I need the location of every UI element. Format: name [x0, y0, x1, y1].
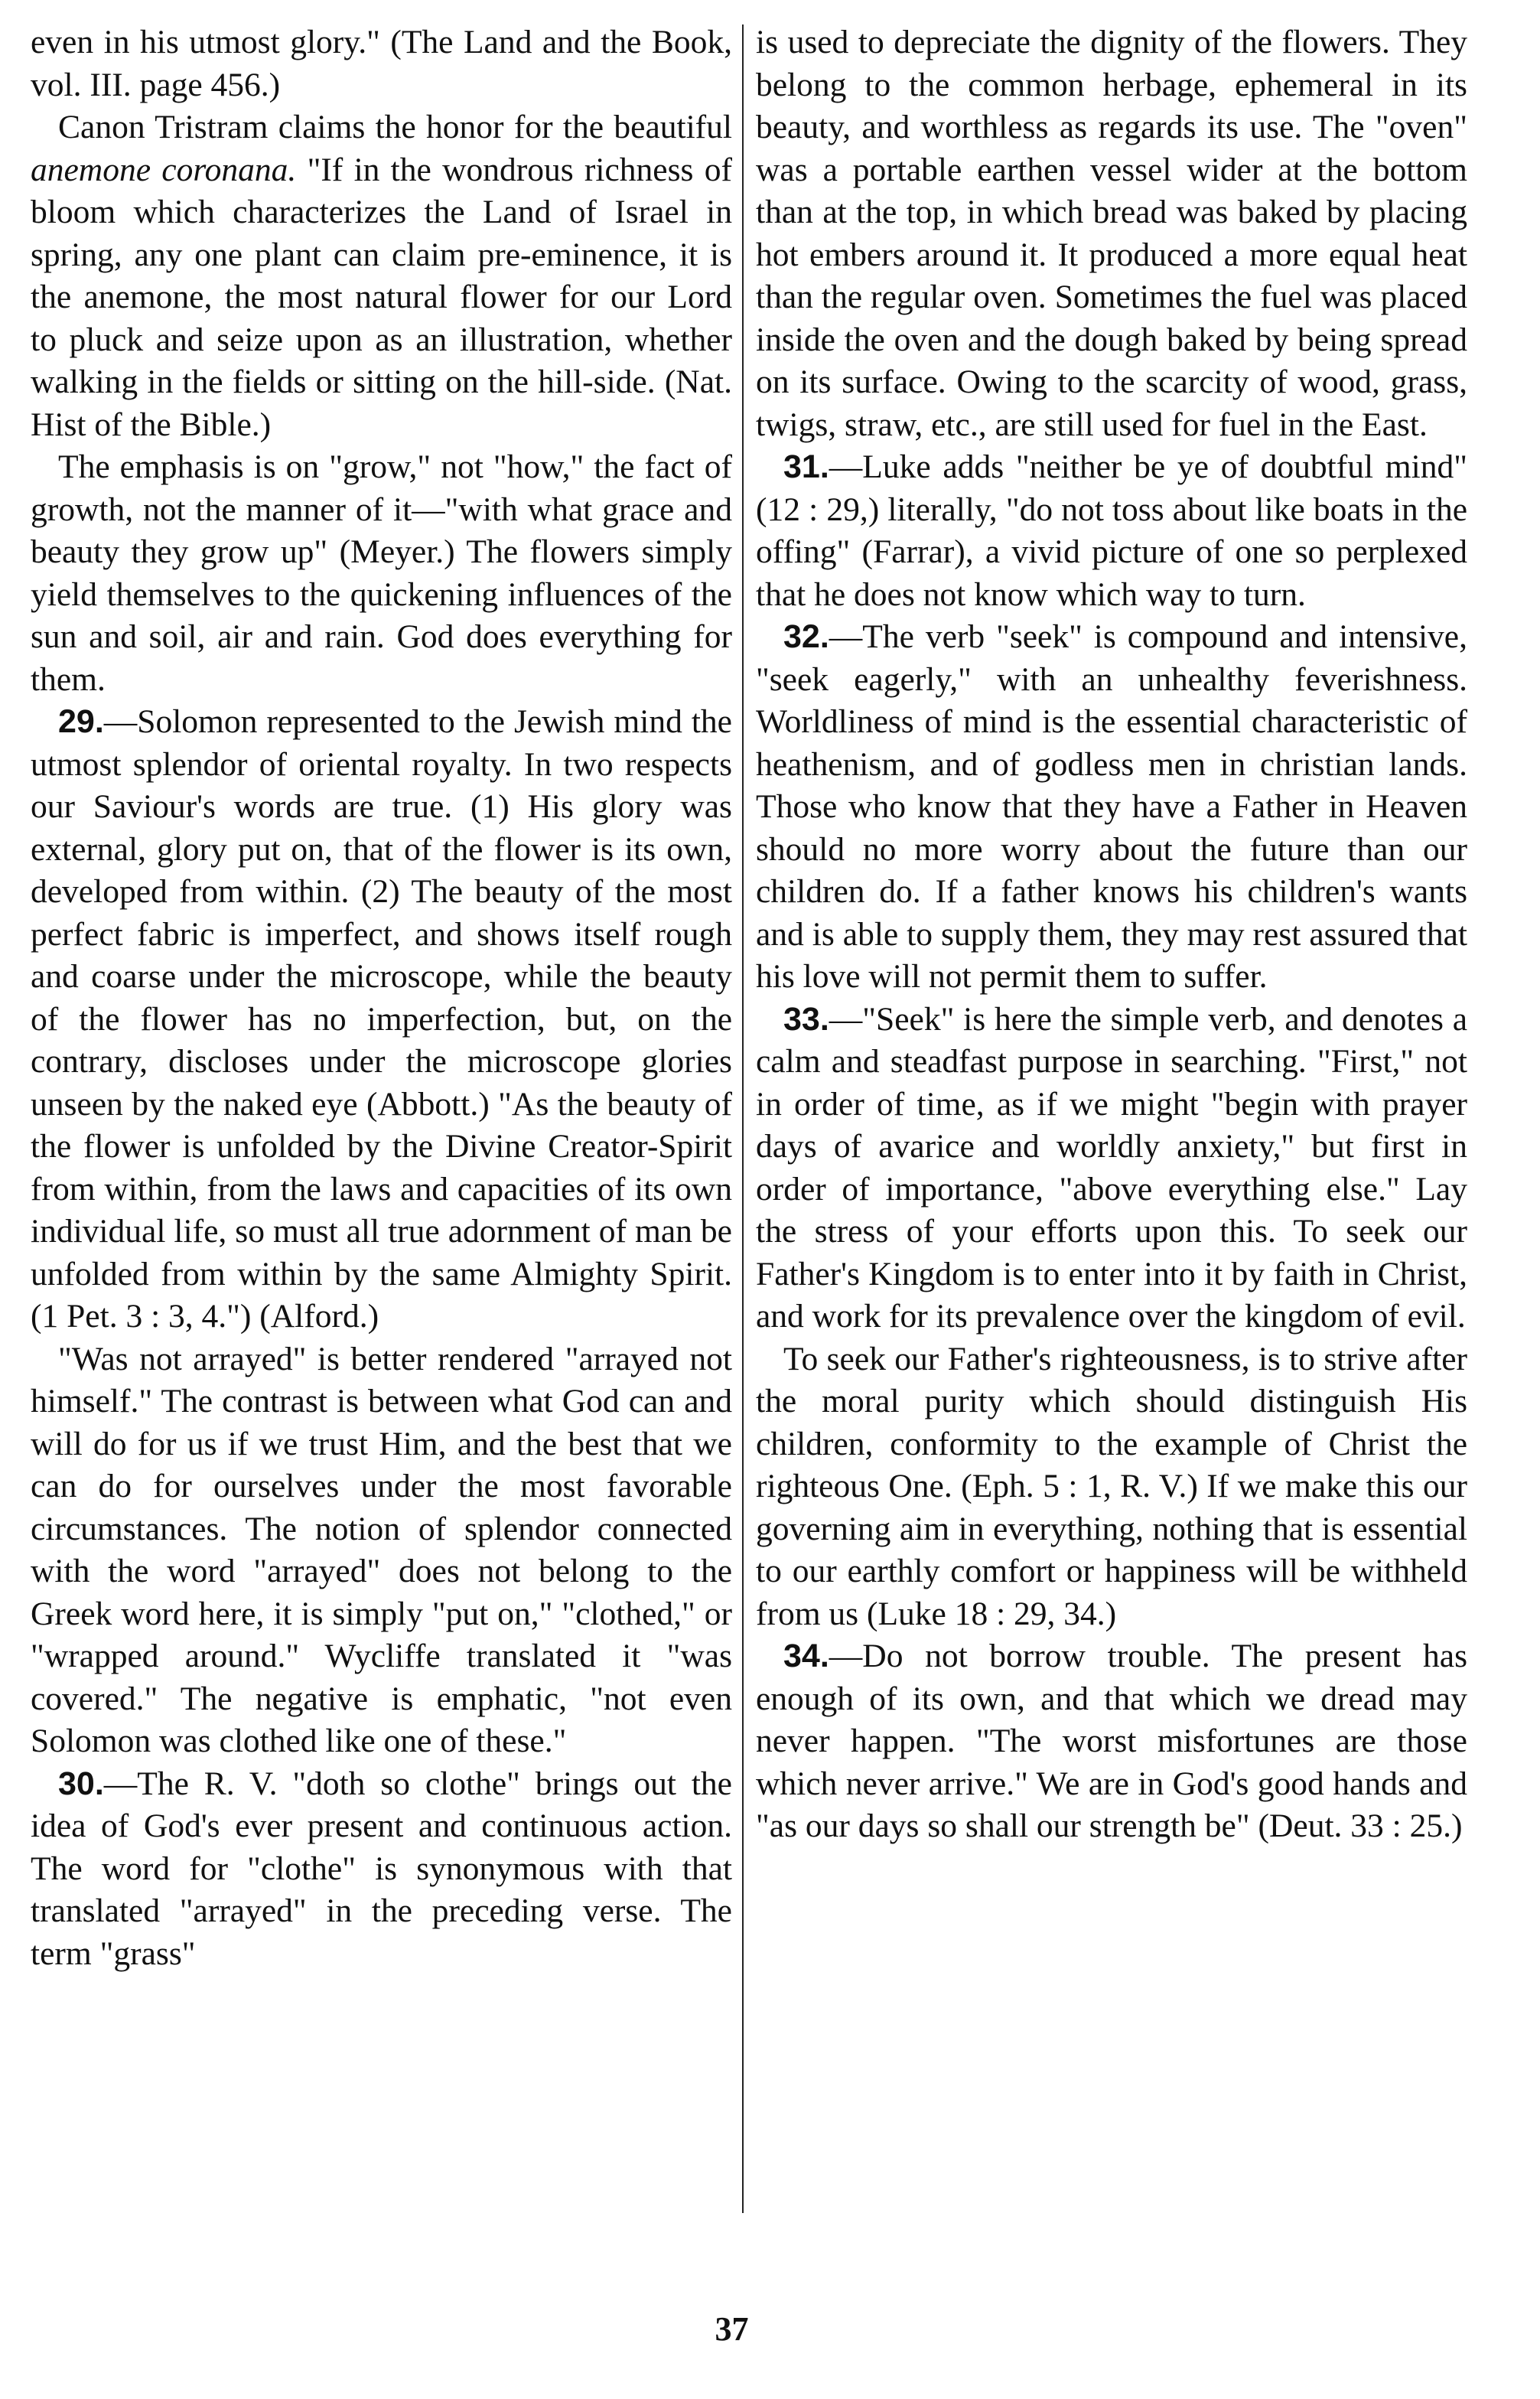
paragraph-verse-30: 30.—The R. V. "doth so clothe" brings out the idea of God's ever present and continuous action. The word for "clothe" is synonymous with that translated "arrayed" in the preceding verse. The term "grass" [31, 1765, 732, 1972]
paragraph-continued: is used to depreciate the dignity of the flowers. They belong to the common herbage, ephemeral in its beauty, and worthless as regards its use. The "oven" was a portable earthen vessel wider at the bottom than at the top, in which bread was baked by placing hot embers around it. It produced a more equal heat than the regular oven. Sometimes the fuel was placed inside the oven and the dough baked by being spread on its surface. Owing to the scarcity of wood, grass, twigs, straw, etc., are still used for fuel in the East. [756, 24, 1467, 443]
verse-number: 34. [783, 1638, 829, 1674]
paragraph-emphasis-grow: The emphasis is on "grow," not "how," the fact of growth, not the manner of it—"with what grace and beauty they grow up" (Meyer.) The flowers simply yield themselves to the quickening influences of the sun and soil, air and rain. God does everything for them. [31, 448, 732, 698]
page-number: 37 [715, 2310, 749, 2348]
paragraph-verse-34: 34.—Do not borrow trouble. The present has enough of its own, and that which we dread may never happen. "The worst misfortunes are those which never arrive." We are in God's good hands and "as our days so shall our strength be" (Deut. 33 : 25.) [756, 1638, 1467, 1844]
paragraph-continued: even in his utmost glory." (The Land and the Book, vol. III. page 456.) [31, 24, 732, 103]
right-column [756, 21, 1467, 1848]
paragraph-canon-tristram: Canon Tristram claims the honor for the beautiful anemone coronana. "If in the wondrous richness of bloom which characterizes the Land of Israel in spring, any one plant can claim pre-eminence, it is the anemone, the most natural flower for our Lord to pluck and seize upon as an illustration, whether walking in the fields or sitting on the hill-side. (Nat. Hist of the Bible.) [31, 109, 732, 443]
italic-plant-name: anemone coronana. [31, 151, 297, 188]
verse-number: 29. [58, 703, 104, 740]
left-column [31, 21, 732, 1975]
paragraph-verse-32: 32.—The verb "seek" is compound and intensive, "seek eagerly," with an unhealthy feverishness. Worldliness of mind is the essential characteristic of heathenism, and of godless men in christian lands. Those who know that they have a Father in Heaven should no more worry about the future than our children do. If a father knows his children's wants and is able to supply them, they may rest assured that his love will not permit them to suffer. [756, 618, 1467, 995]
paragraph-verse-33: 33.—"Seek" is here the simple verb, and denotes a calm and steadfast purpose in searching. "First," not in order of time, as if we might "begin with prayer days of avarice and worldly anxiety," but first in order of importance, "above everything else." Lay the stress of your efforts upon this. To seek our Father's Kingdom is to enter into it by faith in Christ, and work for its prevalence over the kingdom of evil. [756, 1000, 1467, 1335]
column-divider [742, 24, 744, 2213]
verse-number: 33. [783, 1000, 829, 1038]
paragraph-was-not-arrayed: "Was not arrayed" is better rendered "arrayed not himself." The contrast is between what God can and will do for us if we trust Him, and the best that we can do for ourselves under the most favorable circumstances. The notion of splendor connected with the word "arrayed" does not belong to the Greek word here, it is simply "put on," "clothed," or "wrapped around." Wycliffe translated it "was covered." The negative is emphatic, "not even Solomon was clothed like one of these." [31, 1340, 732, 1759]
paragraph-verse-29: 29.—Solomon represented to the Jewish mind the utmost splendor of oriental royalty. In two respects our Saviour's words are true. (1) His glory was external, glory put on, that of the flower is its own, developed from within. (2) The beauty of the most perfect fabric is imperfect, and shows itself rough and coarse under the microscope, while the beauty of the flower has no imperfection, but, on the contrary, discloses under the microscope glories unseen by the naked eye (Abbott.) "As the beauty of the flower is unfolded by the Divine Creator-Spirit from within, from the laws and capacities of its own individual life, so must all true adornment of man be unfolded from within by the same Almighty Spirit. (1 Pet. 3 : 3, 4.") (Alford.) [31, 703, 732, 1335]
verse-number: 30. [58, 1765, 104, 1802]
verse-number: 31. [783, 448, 829, 485]
verse-number: 32. [783, 618, 829, 655]
paragraph-righteousness: To seek our Father's righteousness, is to strive after the moral purity which should distinguish His children, conformity to the example of Christ the righteous One. (Eph. 5 : 1, R. V.) If we make this our governing aim in everything, nothing that is essential to our earthly comfort or happiness will be withheld from us (Luke 18 : 29, 34.) [756, 1340, 1467, 1632]
paragraph-verse-31: 31.—Luke adds "neither be ye of doubtful mind" (12 : 29,) literally, "do not toss about like boats in the offing" (Farrar), a vivid picture of one so perplexed that he does not know which way to turn. [756, 448, 1467, 613]
